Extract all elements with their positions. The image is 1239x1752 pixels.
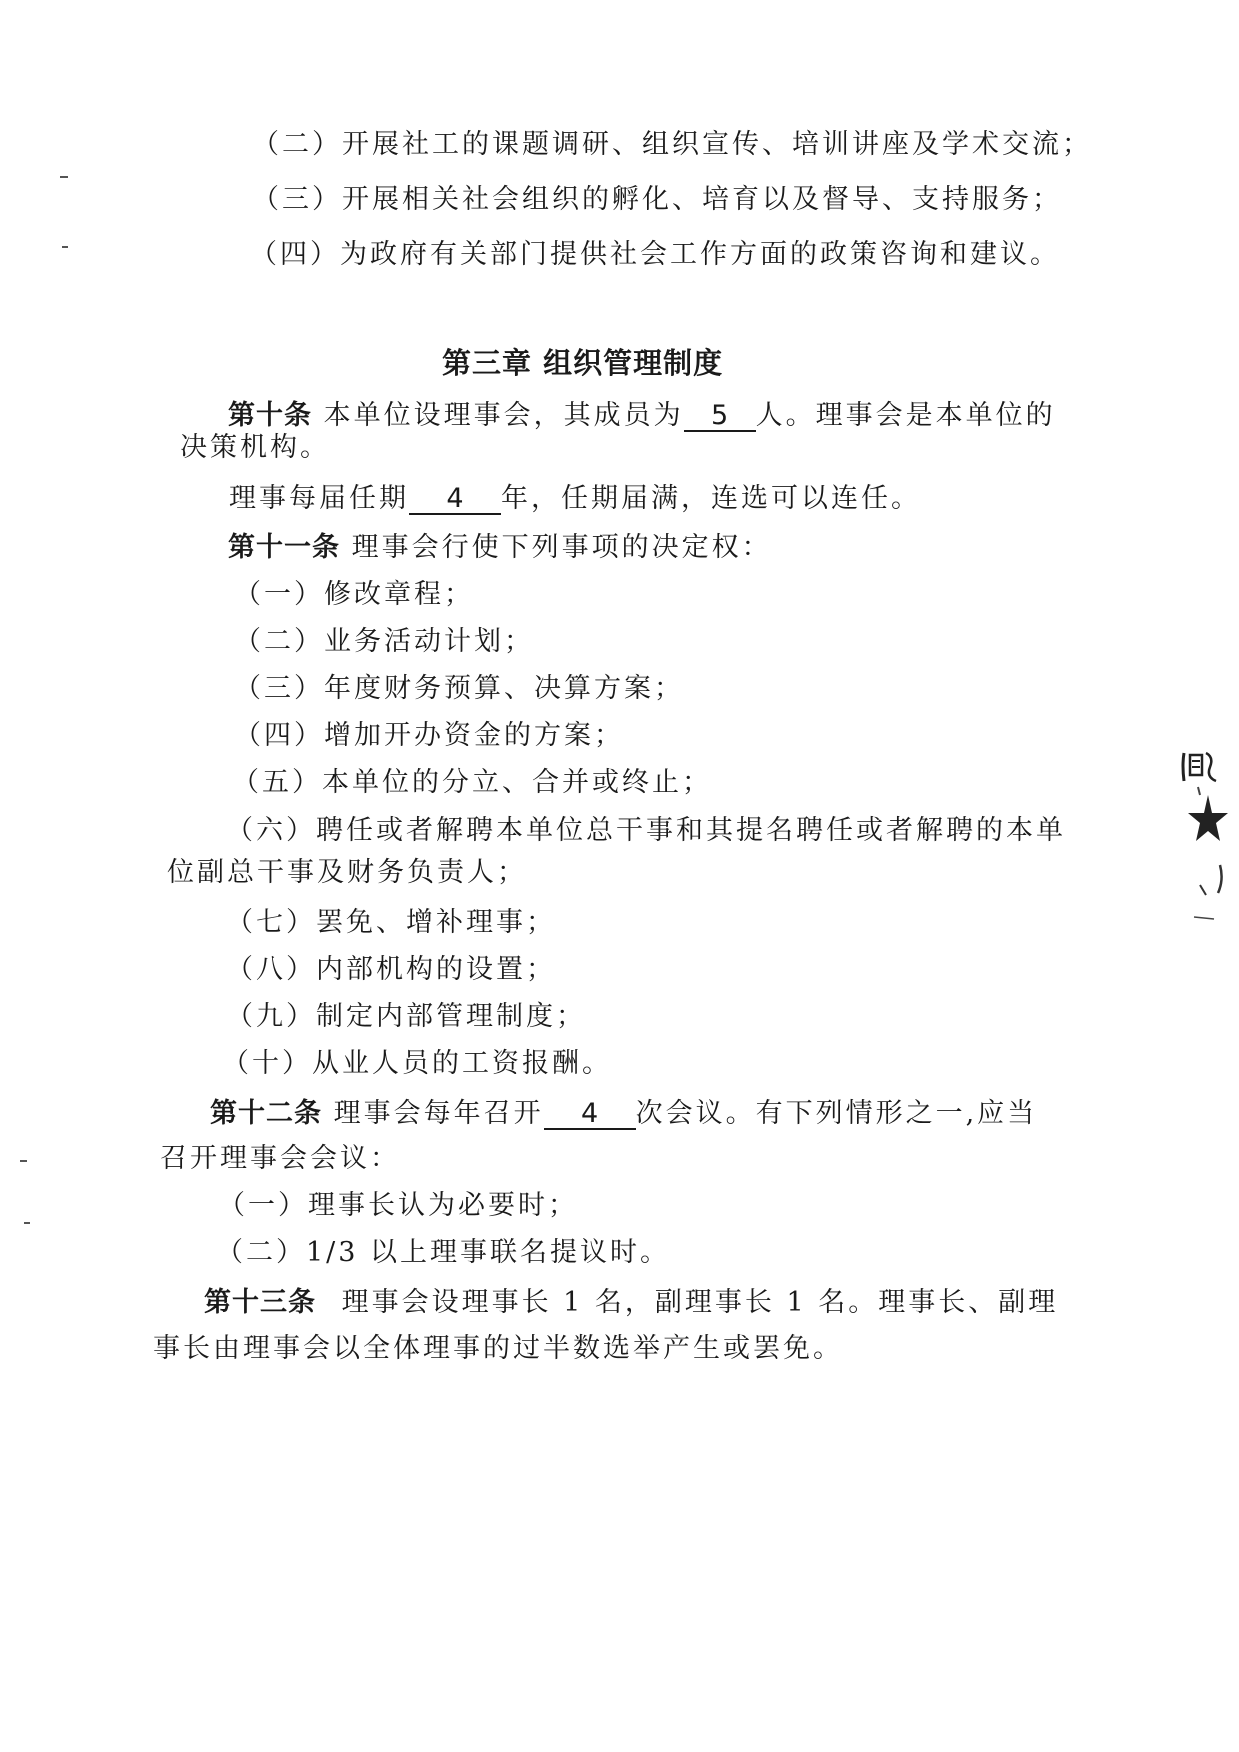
term-text-a: 理事每届任期 bbox=[229, 483, 409, 514]
article-13-line-2: 事长由理事会以全体理事的过半数选举产生或罢免。 bbox=[153, 1333, 843, 1364]
term-years-blank: 4 bbox=[409, 485, 501, 515]
article-13-label: 第十三条 bbox=[204, 1287, 316, 1318]
list-item-3: （三）开展相关社会组织的孵化、培育以及督导、支持服务； bbox=[252, 184, 1062, 215]
term-text-b: 年，任期届满，连选可以连任。 bbox=[501, 483, 921, 514]
article-12-text-b: 次会议。有下列情形之一,应当 bbox=[635, 1098, 1038, 1129]
article-12-line-1 bbox=[210, 1097, 1037, 1131]
article-11-item: （九）制定内部管理制度； bbox=[226, 1001, 586, 1032]
article-13-line-1 bbox=[204, 1286, 1058, 1320]
article-11-item: （五）本单位的分立、合并或终止； bbox=[232, 767, 712, 798]
article-10-term bbox=[229, 482, 921, 516]
scan-speck bbox=[24, 1222, 30, 1224]
article-11-item: （七）罢免、增补理事； bbox=[226, 907, 556, 938]
article-11-item: （三）年度财务预算、决算方案； bbox=[234, 673, 684, 704]
article-12-item: （一）理事长认为必要时； bbox=[218, 1190, 578, 1221]
article-11-item: （十）从业人员的工资报酬。 bbox=[222, 1048, 612, 1079]
article-11-item: （六）聘任或者解聘本单位总干事和其提名聘任或者解聘的本单 bbox=[226, 815, 1066, 846]
scan-speck bbox=[62, 246, 68, 248]
article-12-text-a: 理事会每年召开 bbox=[333, 1098, 544, 1129]
article-12-item: （二）1/3 以上理事联名提议时。 bbox=[216, 1237, 671, 1268]
article-10-text-a: 本单位设理事会，其成员为 bbox=[323, 400, 684, 431]
article-11-intro-line bbox=[228, 531, 772, 565]
meeting-count-blank: 4 bbox=[544, 1100, 636, 1130]
scan-speck bbox=[20, 1160, 27, 1162]
seal-fragment bbox=[1180, 745, 1236, 1015]
article-12-line-2: 召开理事会会议： bbox=[160, 1143, 400, 1174]
article-12-label: 第十二条 bbox=[210, 1098, 322, 1129]
article-13-text-a: 理事会设理事长 1 名，副理事长 1 名。理事长、副理 bbox=[341, 1287, 1059, 1318]
list-item-4: （四）为政府有关部门提供社会工作方面的政策咨询和建议。 bbox=[250, 239, 1060, 270]
article-11-item: （四）增加开办资金的方案； bbox=[234, 720, 624, 751]
article-11-item: （八）内部机构的设置； bbox=[226, 954, 556, 985]
member-count-blank: 5 bbox=[684, 402, 756, 432]
article-10-label: 第十条 bbox=[228, 400, 312, 431]
article-11-item-continued: 位副总干事及财务负责人； bbox=[167, 857, 527, 888]
article-10-text-b: 人。理事会是本单位的 bbox=[755, 400, 1056, 431]
article-11-item: （一）修改章程； bbox=[234, 579, 474, 610]
scan-speck bbox=[60, 176, 68, 178]
article-10-line-2: 决策机构。 bbox=[180, 432, 330, 463]
article-10-line-1 bbox=[228, 399, 1056, 433]
article-11-label: 第十一条 bbox=[228, 532, 340, 563]
list-item-2: （二）开展社工的课题调研、组织宣传、培训讲座及学术交流； bbox=[252, 129, 1092, 160]
chapter-title: 第三章 组织管理制度 bbox=[442, 346, 724, 380]
article-11-item: （二）业务活动计划； bbox=[234, 626, 534, 657]
article-11-intro: 理事会行使下列事项的决定权： bbox=[351, 532, 772, 563]
